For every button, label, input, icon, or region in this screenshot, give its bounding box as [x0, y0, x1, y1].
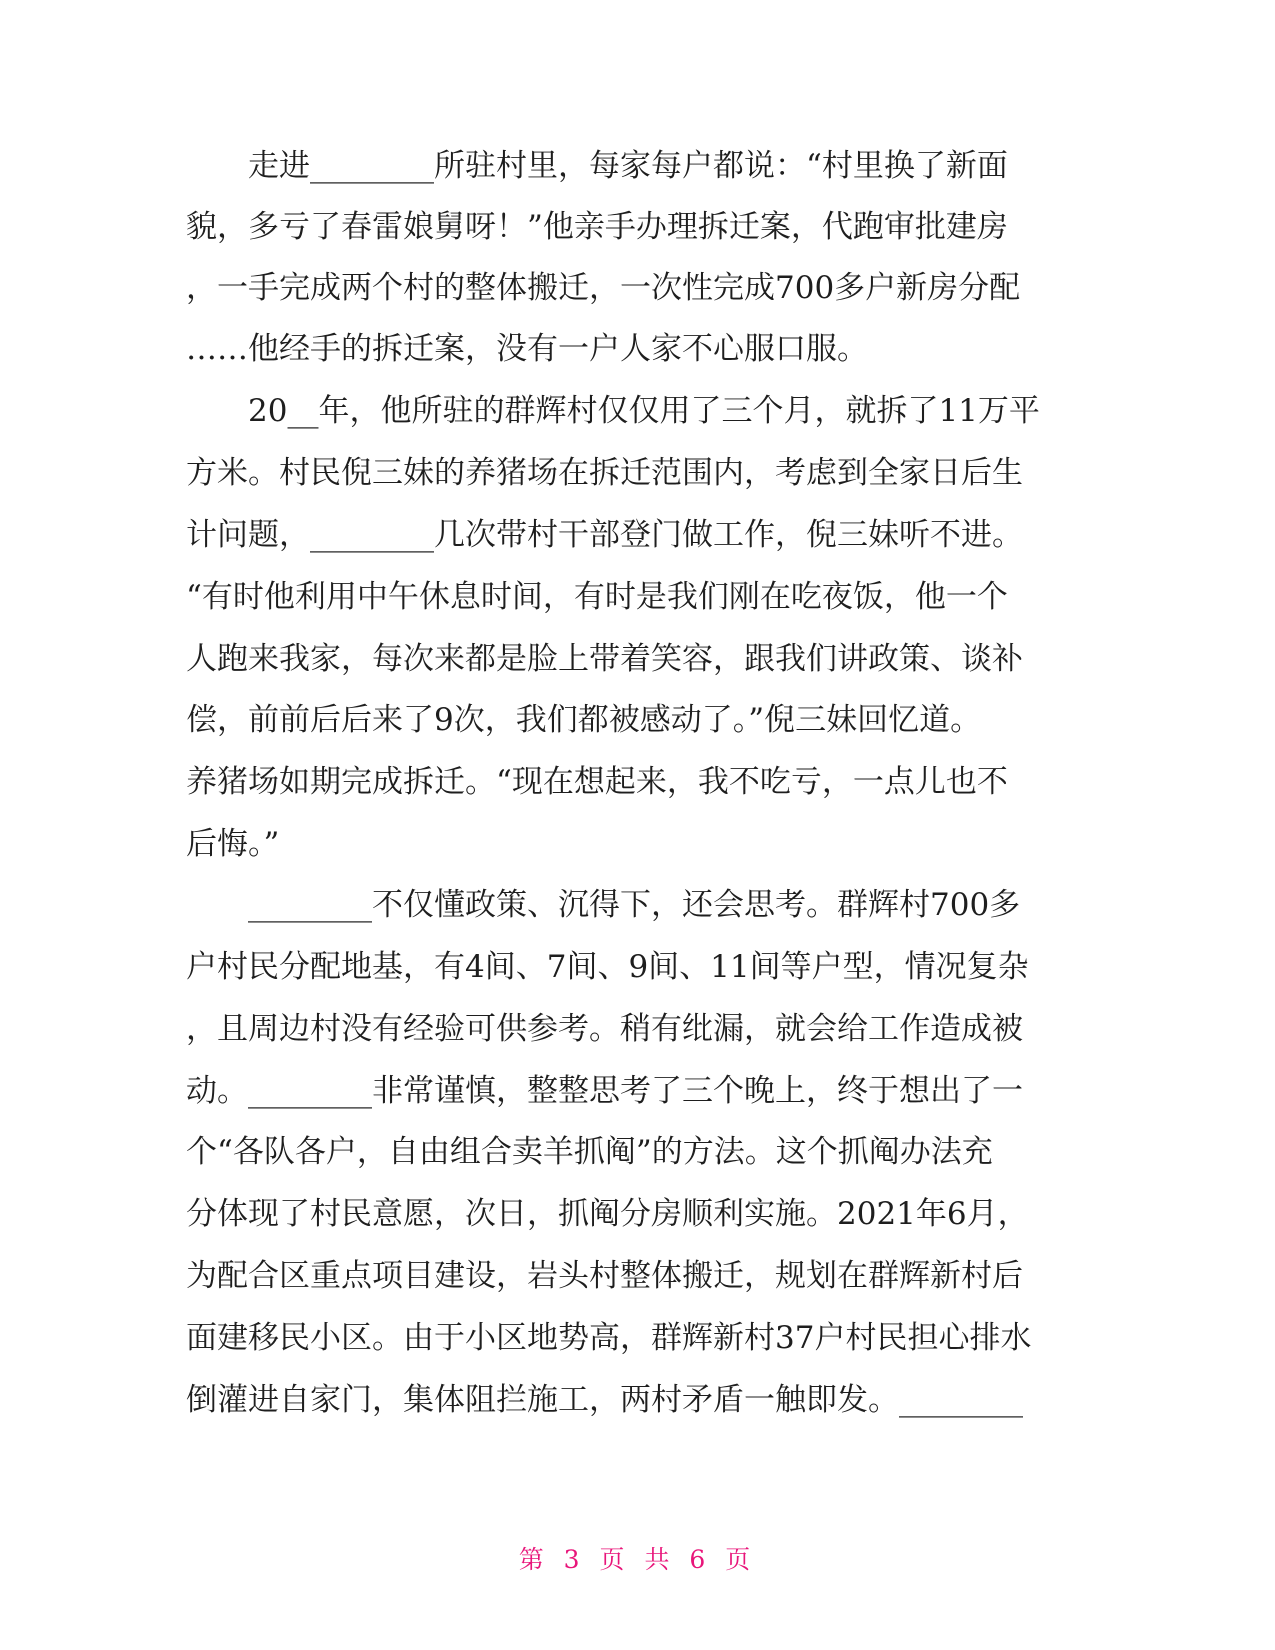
text-line: 走进________所驻村里，每家每户都说：“村里换了新面	[248, 148, 1008, 184]
text-line: 人跑来我家，每次来都是脸上带着笑容，跟我们讲政策、谈补	[186, 641, 1023, 677]
text-line: 养猪场如期完成拆迁。“现在想起来，我不吃亏，一点儿也不	[186, 764, 1008, 800]
text-line: 倒灌进自家门，集体阻拦施工，两村矛盾一触即发。________	[186, 1382, 1023, 1418]
text-line: 20__年，他所驻的群辉村仅仅用了三个月，就拆了11万平	[248, 393, 1040, 429]
text-line: 为配合区重点项目建设，岩头村整体搬迁，规划在群辉新村后	[186, 1258, 1023, 1294]
text-line: 计问题，________几次带村干部登门做工作，倪三妹听不进。	[186, 517, 1023, 553]
text-line: 貌，多亏了春雷娘舅呀！”他亲手办理拆迁案，代跑审批建房	[186, 209, 1008, 245]
text-line: 方米。村民倪三妹的养猪场在拆迁范围内，考虑到全家日后生	[186, 455, 1023, 491]
text-line: 偿，前前后后来了9次，我们都被感动了。”倪三妹回忆道。	[186, 702, 982, 738]
text-line: ________不仅懂政策、沉得下，还会思考。群辉村700多	[248, 887, 1021, 923]
text-line: 后悔。”	[186, 826, 280, 862]
text-line: “有时他利用中午休息时间，有时是我们刚在吃夜饭，他一个	[186, 579, 1008, 615]
text-line: 个“各队各户，自由组合卖羊抓阄”的方法。这个抓阄办法充	[186, 1134, 993, 1170]
text-line: ……他经手的拆迁案，没有一户人家不心服口服。	[186, 331, 868, 367]
text-line: ，且周边村没有经验可供参考。稍有纰漏，就会给工作造成被	[186, 1011, 1023, 1047]
page-number-footer: 第 3 页 共 6 页	[518, 1545, 757, 1574]
text-line: 面建移民小区。由于小区地势高，群辉新村37户村民担心排水	[186, 1320, 1032, 1356]
text-line: 动。________非常谨慎，整整思考了三个晚上，终于想出了一	[186, 1073, 1023, 1109]
text-line: 分体现了村民意愿，次日，抓阄分房顺利实施。2021年6月，	[186, 1196, 1029, 1232]
text-line: 户村民分配地基，有4间、7间、9间、11间等户型，情况复杂	[186, 949, 1029, 985]
text-line: ，一手完成两个村的整体搬迁，一次性完成700多户新房分配	[186, 270, 1021, 306]
